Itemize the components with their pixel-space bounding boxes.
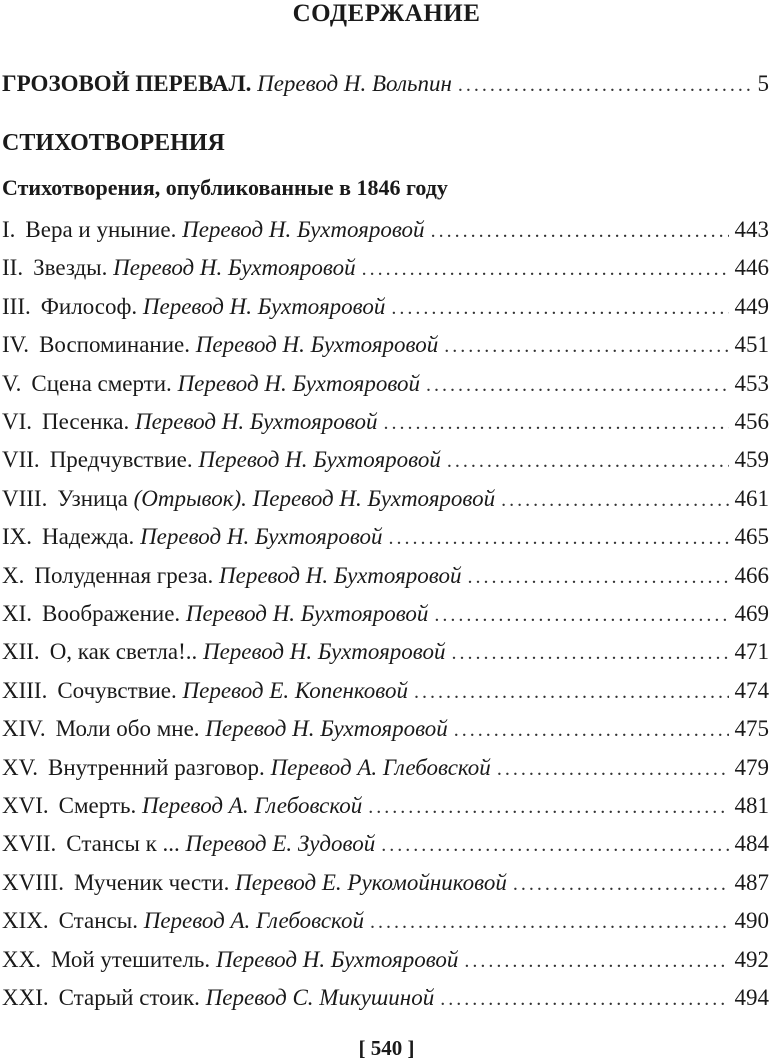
entry-translator: Перевод Е. Копенковой bbox=[182, 677, 408, 703]
dot-leader bbox=[513, 870, 729, 898]
entry-title: Вера и уныние. bbox=[25, 217, 177, 242]
entry-page: 466 bbox=[734, 562, 769, 588]
dot-leader bbox=[454, 716, 729, 744]
entry-title: Философ. bbox=[40, 293, 138, 319]
entry-title: Мученик чести. bbox=[73, 869, 230, 895]
entry-translator: Перевод А. Глебовской bbox=[143, 908, 364, 934]
toc-entry[interactable] bbox=[2, 408, 769, 437]
toc-entry[interactable] bbox=[2, 677, 769, 706]
toc-entry[interactable] bbox=[2, 869, 769, 898]
entry-number: XIX. bbox=[2, 908, 49, 934]
dot-leader bbox=[431, 217, 729, 245]
entry-translator: Перевод Н. Бухтояровой bbox=[219, 562, 462, 588]
dot-leader bbox=[414, 678, 729, 706]
entry-title: Стансы к ... bbox=[66, 831, 180, 857]
toc-entry[interactable] bbox=[2, 907, 769, 936]
dot-leader bbox=[440, 985, 728, 1013]
entry-page: 459 bbox=[734, 447, 769, 473]
entry-title: О, как светла!.. bbox=[49, 639, 198, 665]
dot-leader bbox=[381, 831, 728, 859]
entry-number: XIII. bbox=[2, 677, 48, 703]
toc-entry[interactable] bbox=[2, 830, 769, 859]
section-heading: СТИХОТВОРЕНИЯ bbox=[2, 130, 225, 156]
entry-number: I. bbox=[2, 217, 16, 242]
main-entry-translator: Перевод Н. Вольпин bbox=[257, 71, 452, 96]
entry-title: Надежда. bbox=[42, 524, 135, 550]
dot-leader bbox=[389, 524, 729, 552]
toc-entry[interactable] bbox=[2, 715, 769, 744]
toc-entry[interactable] bbox=[2, 984, 769, 1013]
entry-page: 453 bbox=[734, 370, 769, 396]
entry-translator: Перевод Н. Бухтояровой bbox=[205, 716, 448, 742]
entry-number: X. bbox=[2, 562, 25, 588]
dot-leader bbox=[467, 563, 728, 591]
entry-page: 492 bbox=[734, 946, 769, 972]
entry-translator: Перевод Н. Бухтояровой bbox=[195, 332, 439, 358]
page-title: СОДЕРЖАНИЕ bbox=[292, 0, 481, 27]
entry-page: 494 bbox=[734, 985, 769, 1010]
entry-page: 471 bbox=[734, 639, 769, 665]
entry-number: XII. bbox=[2, 639, 40, 665]
entry-title: Старый стоик. bbox=[58, 985, 200, 1010]
entry-number: II. bbox=[2, 255, 24, 281]
dot-leader bbox=[434, 601, 728, 629]
entry-title: Песенка. bbox=[42, 409, 130, 434]
entry-title: Полуденная греза. bbox=[34, 562, 214, 588]
entry-translator: Перевод Н. Бухтояровой bbox=[142, 293, 386, 319]
entry-translator: Перевод А. Глебовской bbox=[141, 793, 363, 818]
dot-leader bbox=[368, 793, 728, 821]
toc-entry[interactable] bbox=[2, 216, 769, 245]
entry-number: XX. bbox=[2, 946, 41, 972]
entry-page: 474 bbox=[734, 677, 769, 703]
entry-number: XVII. bbox=[2, 831, 57, 857]
main-entry-page: 5 bbox=[757, 71, 769, 96]
dot-leader bbox=[383, 409, 728, 437]
toc-entry[interactable] bbox=[2, 370, 769, 399]
dot-leader bbox=[497, 755, 729, 783]
entry-translator: Перевод Н. Бухтояровой bbox=[215, 946, 459, 972]
entry-title: Мой утешитель. bbox=[50, 946, 211, 972]
entry-page: 449 bbox=[734, 293, 769, 319]
entry-number: VI. bbox=[2, 409, 33, 434]
entry-translator: Перевод Н. Бухтояровой bbox=[177, 370, 421, 396]
entry-number: XVI. bbox=[2, 793, 49, 818]
entry-translator: Перевод Е. Рукомойниковой bbox=[235, 869, 507, 895]
entry-translator: Перевод А. Глебовской bbox=[270, 754, 491, 780]
dot-leader bbox=[458, 71, 752, 99]
toc-entry[interactable] bbox=[2, 946, 769, 975]
toc-entry[interactable] bbox=[2, 562, 769, 591]
entry-title: Звезды. bbox=[33, 255, 108, 281]
entry-number: V. bbox=[2, 370, 22, 396]
entry-page: 443 bbox=[734, 217, 769, 242]
entry-title: Воспоминание. bbox=[39, 332, 191, 358]
entry-page: 446 bbox=[734, 255, 769, 281]
toc-entry[interactable] bbox=[2, 254, 769, 283]
entry-subtitle: (Отрывок). bbox=[133, 485, 247, 511]
main-entry-title: ГРОЗОВОЙ ПЕРЕВАЛ. bbox=[2, 71, 252, 96]
entry-number: IV. bbox=[2, 332, 30, 358]
toc-entry[interactable] bbox=[2, 600, 769, 629]
entry-page: 461 bbox=[734, 485, 769, 511]
subsection-heading: Стихотворения, опубликованные в 1846 году bbox=[2, 175, 448, 200]
entry-page: 456 bbox=[734, 409, 769, 434]
entry-translator: Перевод Н. Бухтояровой bbox=[113, 255, 356, 281]
entry-title: Стансы. bbox=[58, 908, 138, 934]
toc-entry[interactable] bbox=[2, 523, 769, 552]
dot-leader bbox=[370, 908, 729, 936]
toc-entry[interactable] bbox=[2, 331, 769, 360]
entry-number: XVIII. bbox=[2, 869, 64, 895]
entry-page: 481 bbox=[734, 793, 769, 818]
toc-entry[interactable] bbox=[2, 446, 769, 475]
entry-translator: Перевод Н. Бухтояровой bbox=[202, 639, 446, 665]
entry-page: 490 bbox=[734, 908, 769, 934]
entry-translator: Перевод Н. Бухтояровой bbox=[252, 485, 496, 511]
entry-translator: Перевод Н. Бухтояровой bbox=[182, 217, 425, 242]
entry-title: Сцена смерти. bbox=[31, 370, 172, 396]
entry-translator: Перевод Н. Бухтояровой bbox=[198, 447, 441, 473]
entry-translator: Перевод Н. Бухтояровой bbox=[140, 524, 383, 550]
dot-leader bbox=[501, 486, 728, 514]
toc-entry[interactable] bbox=[2, 485, 769, 514]
dot-leader bbox=[362, 255, 729, 283]
entry-number: IX. bbox=[2, 524, 33, 550]
entry-number: XV. bbox=[2, 754, 39, 780]
toc-entry[interactable] bbox=[2, 638, 769, 667]
entry-page: 475 bbox=[734, 716, 769, 742]
dot-leader bbox=[447, 447, 729, 475]
entry-title: Смерть. bbox=[58, 793, 137, 818]
entry-title: Внутренний разговор. bbox=[48, 754, 265, 780]
toc-entry[interactable] bbox=[2, 792, 769, 821]
entry-page: 465 bbox=[734, 524, 769, 550]
entry-page: 484 bbox=[734, 831, 769, 857]
entry-number: III. bbox=[2, 293, 31, 319]
entry-title: Моли обо мне. bbox=[55, 716, 200, 742]
entry-page: 469 bbox=[734, 601, 769, 626]
entry-page: 479 bbox=[734, 754, 769, 780]
toc-entry[interactable] bbox=[2, 293, 769, 322]
toc-main-entry[interactable] bbox=[2, 70, 769, 99]
dot-leader bbox=[451, 639, 728, 667]
entry-number: XI. bbox=[2, 601, 33, 626]
toc-entry[interactable] bbox=[2, 754, 769, 783]
dot-leader bbox=[444, 332, 728, 360]
dot-leader bbox=[464, 947, 728, 975]
dot-leader bbox=[391, 294, 728, 322]
entry-translator: Перевод Н. Бухтояровой bbox=[185, 601, 429, 626]
entry-translator: Перевод С. Микушиной bbox=[205, 985, 435, 1010]
entry-number: XXI. bbox=[2, 985, 49, 1010]
entry-page: 487 bbox=[734, 869, 769, 895]
entry-title: Узница bbox=[57, 485, 128, 511]
entry-number: VII. bbox=[2, 447, 40, 473]
dot-leader bbox=[426, 371, 728, 399]
entry-title: Воображение. bbox=[42, 601, 181, 626]
entry-page: 451 bbox=[734, 332, 769, 358]
entry-title: Предчувствие. bbox=[49, 447, 193, 473]
page-number: [ 540 ] bbox=[358, 1036, 415, 1060]
entry-number: VIII. bbox=[2, 485, 48, 511]
entry-translator: Перевод Е. Зудовой bbox=[185, 831, 376, 857]
entry-number: XIV. bbox=[2, 716, 46, 742]
entry-title: Сочувствие. bbox=[57, 677, 177, 703]
entry-translator: Перевод Н. Бухтояровой bbox=[134, 409, 378, 434]
